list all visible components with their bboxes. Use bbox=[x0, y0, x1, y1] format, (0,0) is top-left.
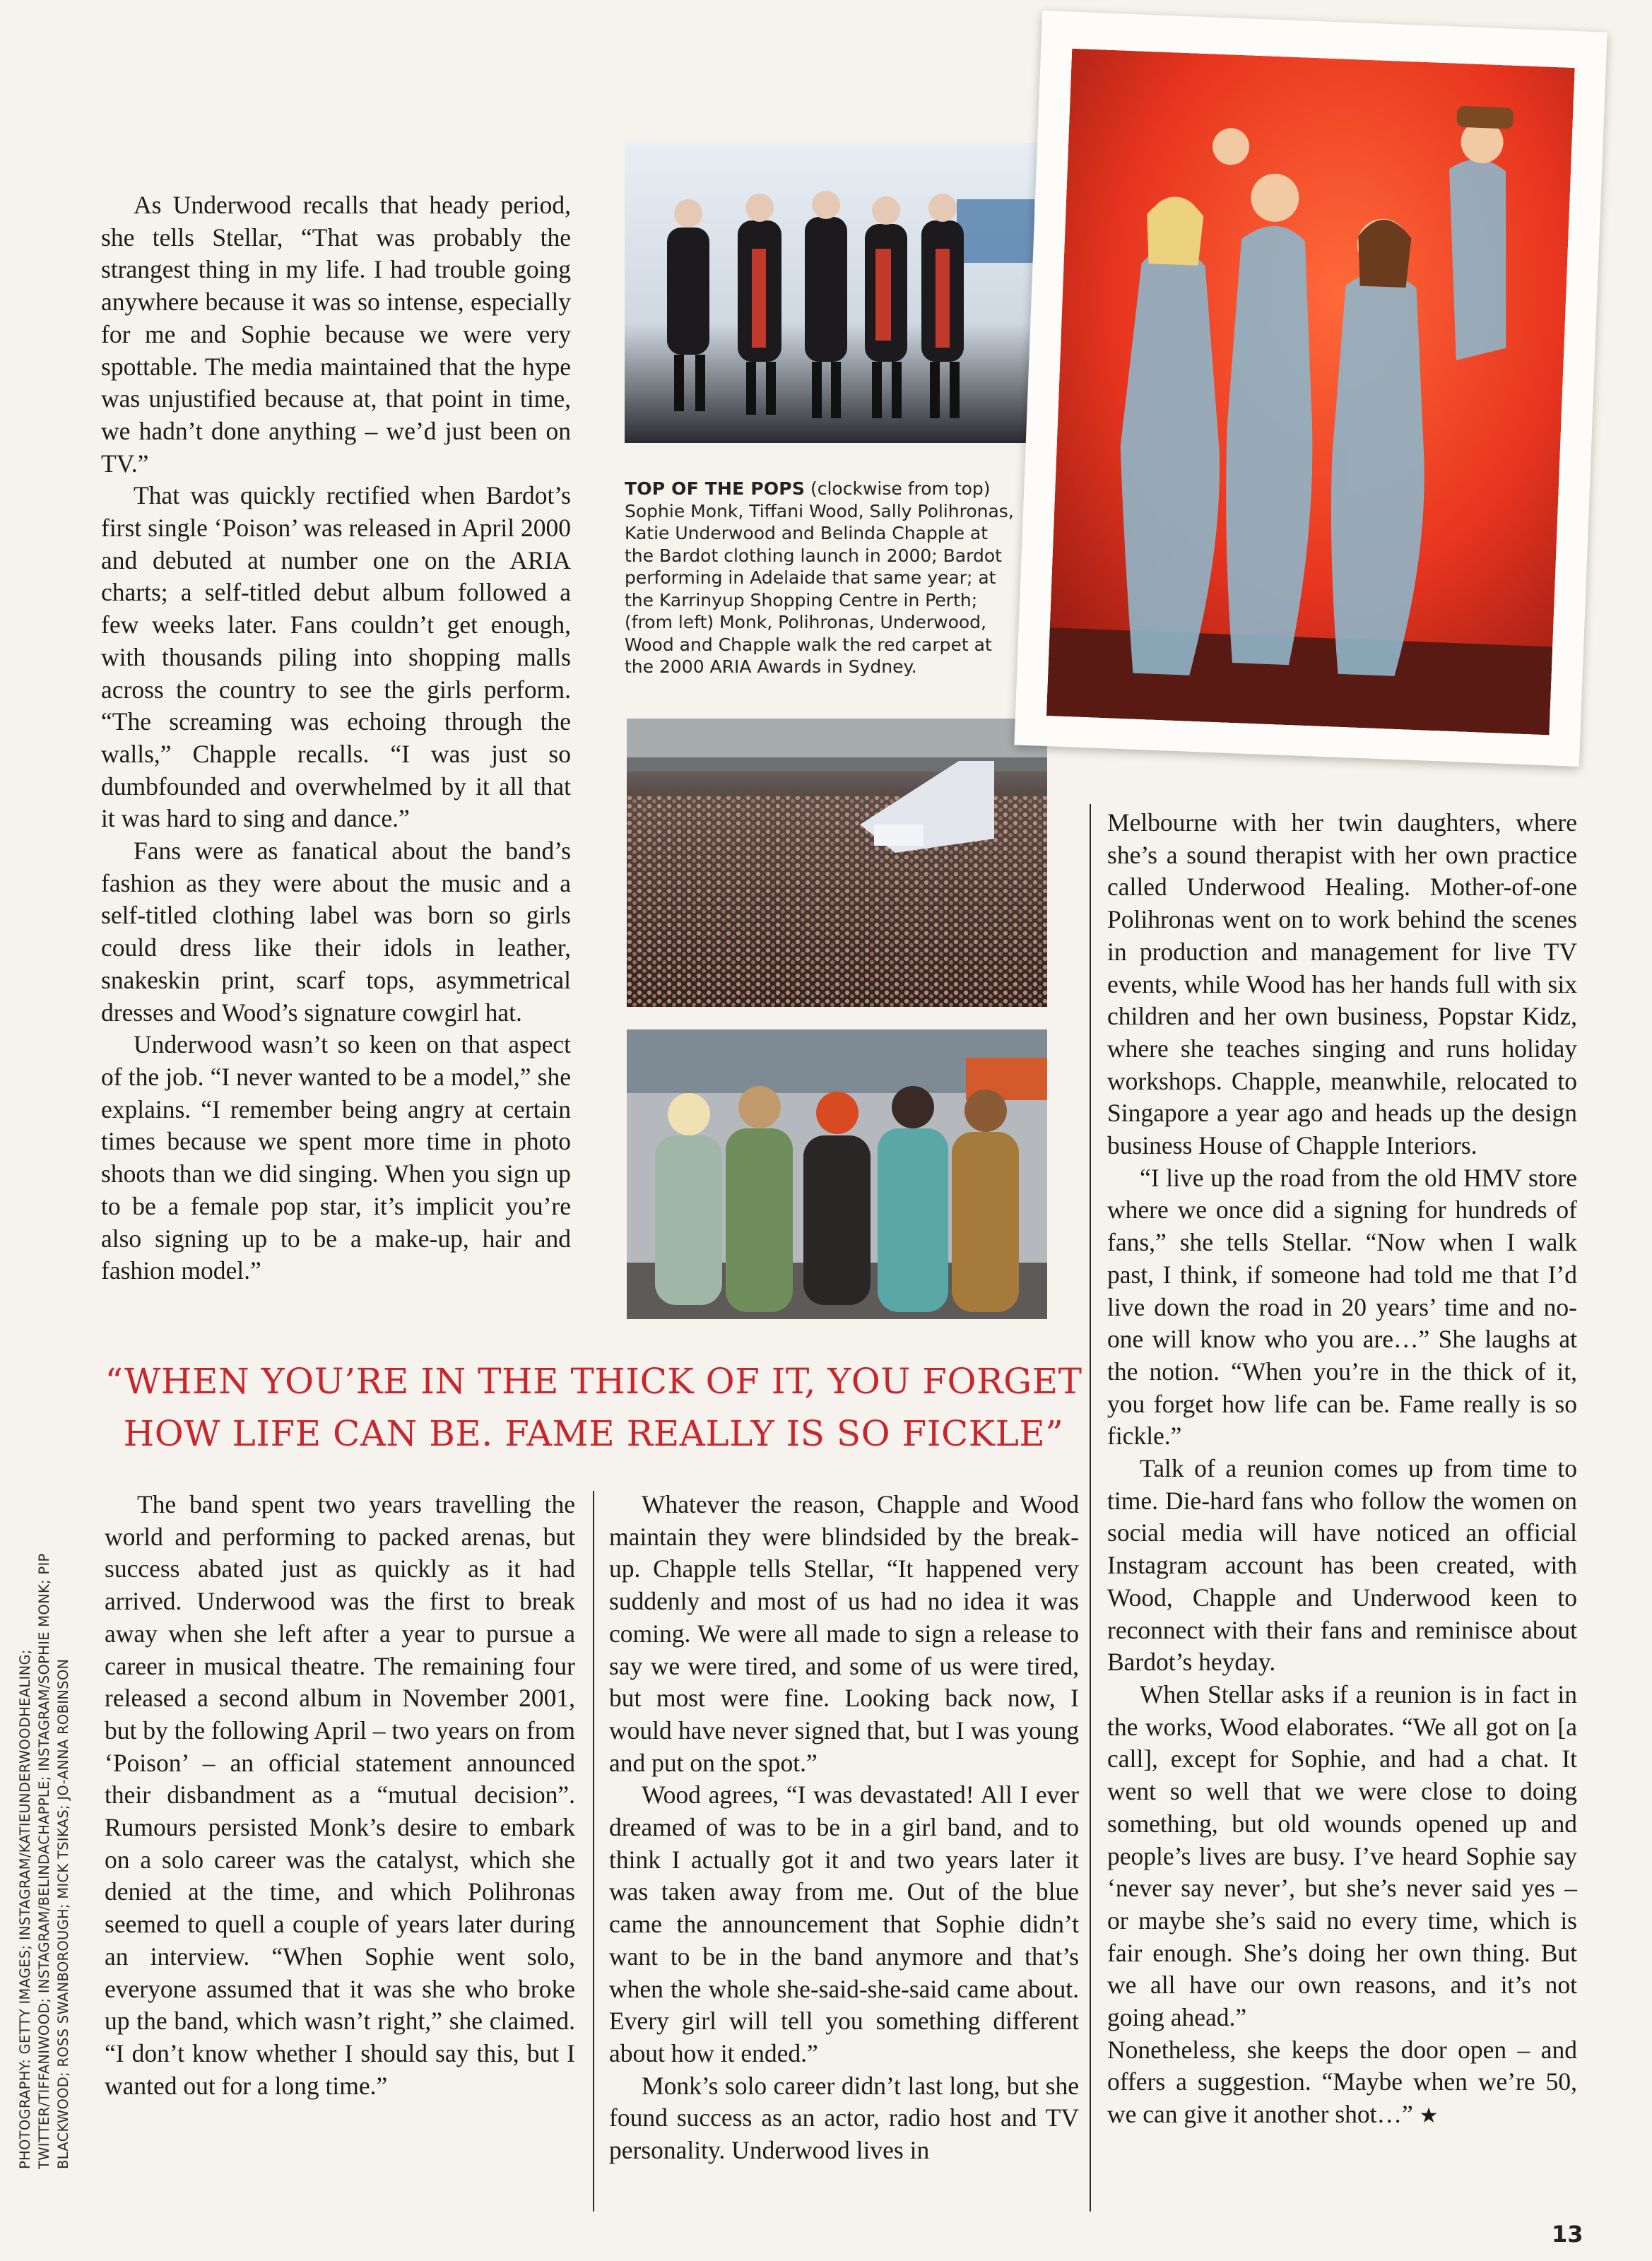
caption-text: (clockwise from top) Sophie Monk, Tiffani Wood, Sally Polihronas, Katie Underwood and Belinda Chapple at the Bardot clothing launch in 2000; Bardot performing in Adelaide that same year; at the Karrinyup Shopping Centre in Perth; (from left) Monk, Polihronas, Underwood, Wood and Chapple walk the red carpet at the 2000 ARIA Awards in Sydney. bbox=[625, 478, 1014, 677]
paragraph: When Stellar asks if a reunion is in fact in the works, Wood elaborates. “We all got on [a call], except for Sophie, and had a chat. It went so well that we were close to doing something, but old wounds opened up and people’s lives are busy. I’ve heard Sophie say ‘never say never’, but she’s never said yes – or maybe she’s said no every time, which is fair enough. She’s doing her own thing. But we all have our own reasons, and it’s not going ahead.” bbox=[1107, 1679, 1577, 2032]
paragraph: Underwood wasn’t so keen on that aspect of the job. “I never wanted to be a model,” she explains. “I remember being angry at certain times because we spent more time in photo shoots than we did singing. When you sign up to be a female pop star, it’s implicit you’re also signing up to be a make-up, hair and fashion model.” bbox=[101, 1030, 571, 1285]
photo-adelaide-performance bbox=[1046, 49, 1575, 736]
photo-crowd-image bbox=[627, 719, 1047, 1007]
paragraph: Monk’s solo career didn’t last long, but she found success as an actor, radio host and TV personality. Underwood lives in bbox=[609, 2071, 1079, 2165]
paragraph: Melbourne with her twin daughters, where she’s a sound therapist with her own practice called Underwood Healing. Mother-of-one Polihronas went on to work behind the scenes in production and management for live TV events, while Wood has her hands full with six children and her own business, Popstar Kidz, where she teaches singing and runs holiday workshops. Chapple, meanwhile, relocated to Singapore a year ago and heads up the design business House of Chapple Interiors. bbox=[1107, 808, 1577, 1160]
end-mark-star-icon: ★ bbox=[1419, 2103, 1439, 2129]
paragraph: Nonetheless, she keeps the door open – and offers a suggestion. “Maybe when we’re 50, we can give it another shot…” bbox=[1107, 2035, 1577, 2129]
photo-caption bbox=[625, 478, 1020, 678]
paragraph: The band spent two years travelling the world and performing to packed arenas, but success abated just as quickly as it had arrived. Underwood was the first to break away when she left after a year to pursue a career in musical theatre. The remaining four released a second album in November 2001, but by the following April – two years on from ‘Poison’ – an official statement announced their disbandment as a “mutual decision”. Rumours persisted Monk’s desire to embark on a solo career was the catalyst, which she denied at the time, and which Polihronas seemed to quell a couple of years later during an interview. “When Sophie went solo, everyone assumed that it was she who broke up the band, which wasn’t right,” she claimed. “I don’t know whether I should say this, but I wanted out for a long time.” bbox=[105, 1490, 575, 2100]
page-number: 13 bbox=[1552, 2221, 1583, 2248]
paragraph: Talk of a reunion comes up from time to time. Die-hard fans who follow the women on social media will have noticed an official Instagram account has been created, with Wood, Chapple and Underwood keen to reconnect with their fans and reminisce about Bardot’s heyday. bbox=[1107, 1454, 1577, 1677]
paragraph: “I live up the road from the old HMV store where we once did a signing for hundreds of fans,” she tells Stellar. “Now when I walk past, I think, if someone had told me that I’d live down the road in 20 years’ time and no-one will know who you are…” She laughs at the notion. “When you’re in the thick of it, you forget how life can be. Fame really is so fickle.” bbox=[1107, 1163, 1577, 1451]
paragraph: That was quickly rectified when Bardot’s first single ‘Poison’ was released in April 2000 and debuted at number one on the ARIA charts; a self-titled debut album followed a few weeks later. Fans couldn’t get enough, with thousands piling into shopping malls across the country to see the girls perform. “The screaming was echoing through the walls,” Chapple recalls. “I was just so dumbfounded and overwhelmed by it all that it was hard to sing and dance.” bbox=[101, 481, 571, 833]
photo-clothing-launch bbox=[625, 143, 1046, 443]
pull-quote: “WHEN YOU’RE IN THE THICK OF IT, YOU FORGET HOW LIFE CAN BE. FAME REALLY IS SO FICKLE” bbox=[105, 1361, 1082, 1454]
text-column-top-left bbox=[101, 189, 571, 1287]
photo-shopping-centre-crowd bbox=[627, 719, 1047, 1007]
text-column-right bbox=[1107, 807, 1577, 2132]
paragraph: Wood agrees, “I was devastated! All I ever dreamed of was to be in a girl band, and to think I actually got it and two years later it was taken away from me. Out of the blue came the announcement that Sophie didn’t want to be in the band anymore and that’s when the whole she-said-she-said came about. Every girl will tell you something different about how it ended.” bbox=[609, 1781, 1079, 2067]
text-column-bottom-middle bbox=[609, 1489, 1079, 2167]
photo-aria-red-carpet bbox=[627, 1029, 1047, 1319]
column-rule bbox=[1090, 804, 1091, 2212]
polaroid-frame bbox=[1014, 11, 1607, 767]
photo-stage-image bbox=[1046, 49, 1575, 736]
paragraph: As Underwood recalls that heady period, she tells Stellar, “That was probably the strangest thing in my life. I had trouble going anywhere because it was so intense, especially for me and Sophie because we were very spottable. The media maintained that the hype was unjustified because at, that point in time, we hadn’t done anything – we’d just been on TV.” bbox=[101, 191, 571, 478]
photo-red-carpet-image bbox=[627, 1029, 1047, 1319]
photo-clothing-launch-image bbox=[625, 143, 1046, 443]
text-column-bottom-left bbox=[105, 1489, 575, 2102]
paragraph: Whatever the reason, Chapple and Wood maintain they were blindsided by the break-up. Chapple tells Stellar, “It happened very suddenly and most of us had no idea it was coming. We were all made to sign a release to say we were tired, and some of us were tired, but most were fine. Looking back now, I would have never signed that, but I was young and put on the spot.” bbox=[609, 1490, 1079, 1777]
photo-credit: PHOTOGRAPHY: GETTY IMAGES; INSTAGRAM/KATIEUNDERWOODHEALING; TWITTER/TIFFANIWOOD; INSTAGRAM/BELINDACHAPPLE; INSTAGRAM/SOPHIE MONK; PIP BLACKWOOD; ROSS SWANBOROUGH; MICK TSIKAS; JO-ANNA ROBINSON bbox=[17, 1553, 71, 2169]
column-rule bbox=[593, 1491, 594, 2212]
paragraph: Fans were as fanatical about the band’s fashion as they were about the music and a self-titled clothing label was born so girls could dress like their idols in leather, snakeskin print, scarf tops, asymmetrical dresses and Wood’s signature cowgirl hat. bbox=[101, 837, 571, 1027]
caption-heading: TOP OF THE POPS bbox=[625, 478, 806, 499]
